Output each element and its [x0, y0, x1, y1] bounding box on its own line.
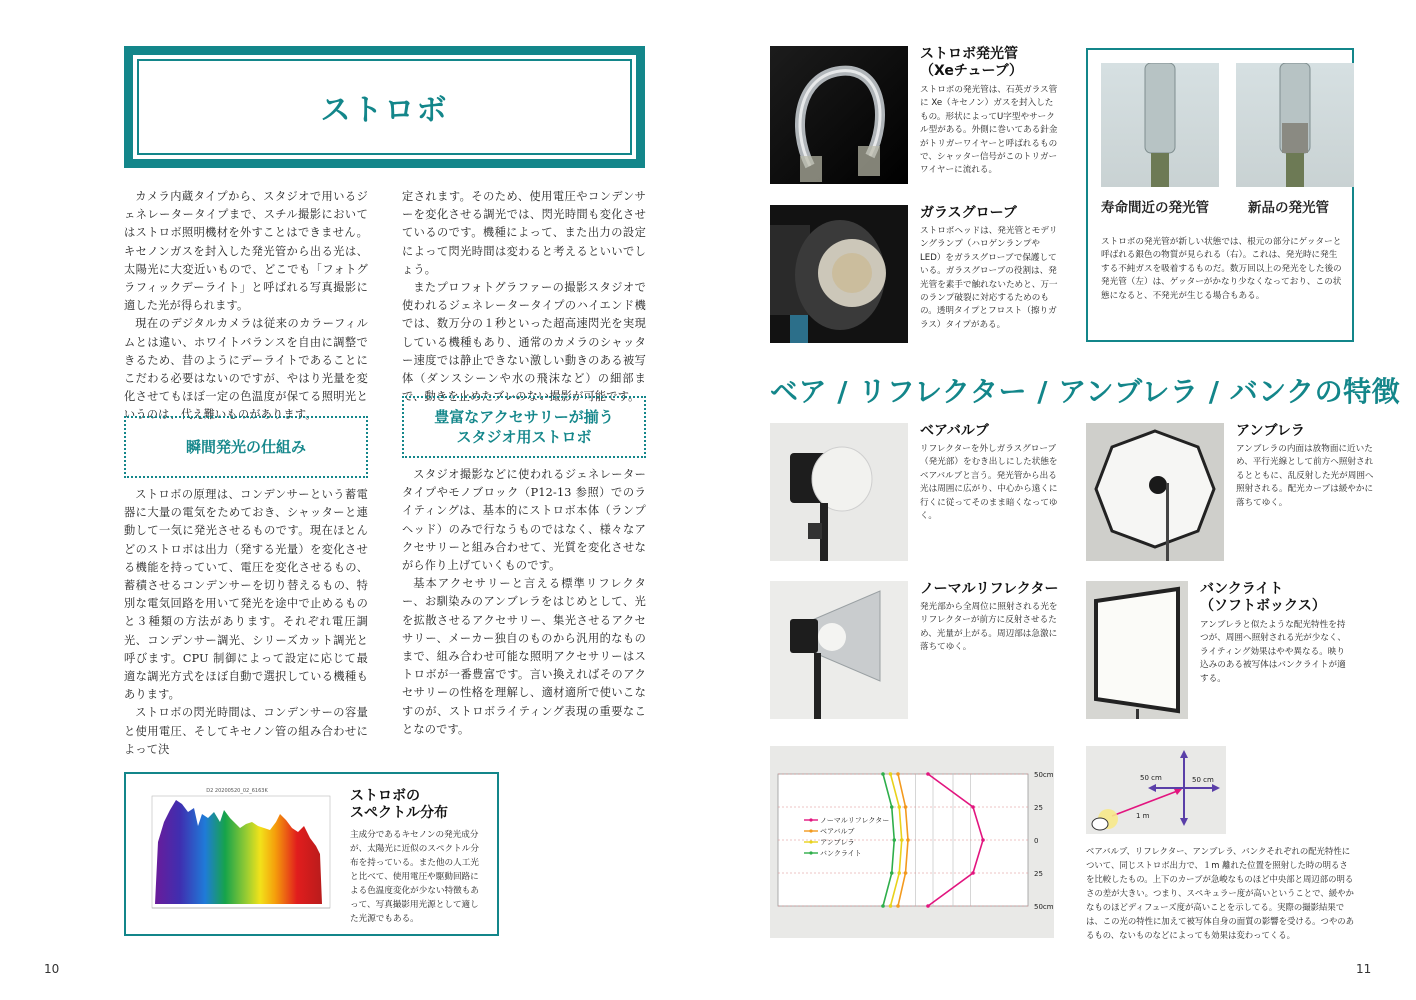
data-point: [900, 838, 904, 842]
heading-instant-flash: [124, 416, 368, 478]
data-point: [889, 772, 893, 776]
legend-label: バンクライト: [820, 849, 862, 858]
softbox-title: [1200, 581, 1326, 615]
data-point: [896, 772, 900, 776]
legend-marker: [809, 829, 812, 832]
new-tube-illustration: [1236, 63, 1354, 187]
umbrella-text: アンブレラの内面は放物面に近いため、平行光線として前方へ照射されるとともに、乱反射した光が周囲へ照射される。配光カーブは緩やかに落ちてゆく。: [1236, 444, 1374, 508]
left-column-1: [124, 188, 368, 425]
legend-marker: [809, 818, 812, 821]
spectrum-title-line: ストロボの: [350, 788, 420, 804]
section-title: ベア / リフレクター / アンブレラ / バンクの特徴: [770, 375, 1401, 408]
normal-reflector-text: 発光部から全周位に照射される光をリフレクターが前方に反射させるため、光量が上がる。周辺部は急激に落ちてゆく。: [920, 602, 1058, 653]
y-tick-label: 25: [1034, 804, 1043, 812]
y-tick-label: 0: [1034, 837, 1039, 845]
umbrella-title: アンブレラ: [1236, 423, 1305, 439]
heading-text: スタジオ用ストロボ: [456, 428, 592, 446]
left-column-2: [402, 188, 646, 406]
data-point: [981, 838, 985, 842]
page-title: ストロボ: [320, 93, 449, 128]
photo-glass-globe: [770, 205, 908, 343]
heading-text: 瞬間発光の仕組み: [185, 438, 306, 456]
photo-umbrella: [1086, 423, 1224, 561]
left-column-2b: [402, 466, 646, 739]
tube-aging-text: ストロボの発光管が新しい状態では、根元の部分にゲッターと呼ばれる銀色の物質が見られる（右）。これは、発光時に発生する不純ガスを吸着するものだ。数万回以上の発光をした後の発光管（左）は、ゲッターがかなり少なくなっており、この状態になると、不発光が生じる場合もある。: [1101, 237, 1342, 301]
photo-xe-tube: [770, 46, 908, 184]
glass-globe-title: ガラスグローブ: [920, 205, 1017, 221]
paragraph: ストロボの閃光時間は、コンデンサーの容量と使用電圧、そしてキセノン管の組み合わせによって決: [124, 706, 368, 756]
paragraph: 基本アクセサリーと言える標準リフレクター、お馴染みのアンブレラをはじめとして、光を拡散させるアクセサリー、集光させるアクセサリー、メーカー独自のものから汎用的なものまで、組み合わせ可能な照明アクセサリーはストロボが一番豊富です。言い換えればそのアクセサリーの性格を理解し、適材適所で使いこなすのが、ストロボライティング表現の重要なことなのです。: [402, 577, 646, 736]
spectrum-text: 主成分であるキセノンの発光成分が、太陽光に近似のスペクトル分布を持っている。また他の人工光と比べて、使用電圧や駆動回路による色温度変化が少ない特徴もあって、写真撮影用光源として適した光源でもある。: [350, 830, 479, 924]
data-point: [892, 838, 896, 842]
heading-accessories: [402, 396, 646, 458]
data-point: [896, 904, 900, 908]
legend-marker: [809, 840, 812, 843]
bare-bulb-text: リフレクターを外しガラスグローブ（発光部）をむき出しにした状態をベアバルブと言う。発光管から出る光は周囲に広がり、中心から遠くに行くに従ってそのまま暗くなってゆく。: [920, 444, 1058, 522]
distribution-caption: ベアバルブ、リフレクター、アンブレラ、バンクそれぞれの配光特性について、同じストロボ出力で、１m 離れた位置を照射した時の明るさを比較したもの。上下のカーブが急峻なものほど中央部と周辺部の明るさの差が大きい。つまり、スペキュラー度が高いということで、緩やかなものほどディフューズ度が高いことを示してる。実際の撮影結果では、この光の特性に加えて被写体自身の面質の影響を受ける。つやのあるもの、ないものなどによっても効果は変わってくる。: [1086, 846, 1354, 940]
xe-tube-text: ストロボの発光管は、石英ガラス管に Xe（キセノン）ガスを封入したもの。形状によってU字型やサークル型がある。外側に巻いてある針金がトリガーワイヤーと呼ばれるもので、シャッター信号がこのトリガーワイヤーに流れる。: [920, 85, 1058, 176]
y-tick-label: 50cm: [1034, 903, 1054, 911]
distribution-chart: [770, 746, 1054, 938]
normal-reflector-illustration: [770, 581, 908, 719]
bare-bulb-title: ベアバルブ: [920, 423, 989, 439]
distribution-chart-svg: [770, 746, 1054, 938]
old-tube-label: 寿命間近の発光管: [1101, 200, 1209, 216]
photo-normal-reflector: [770, 581, 908, 719]
xe-tube-illustration: [770, 46, 908, 184]
softbox-text: アンブレラと似たような配光特性を持つが、周囲へ照射される光が少なく、ライティング効果はやや異なる。映り込みのある被写体はバンクライトが適する。: [1200, 620, 1346, 684]
xe-tube-title-line: （Xeチューブ）: [920, 63, 1023, 79]
y-tick-label: 50cm: [1034, 771, 1054, 779]
bare-bulb-illustration: [770, 423, 908, 561]
normal-reflector-title: ノーマルリフレクター: [920, 581, 1059, 597]
data-point: [906, 838, 910, 842]
distance-diagram: [1086, 746, 1226, 834]
legend-label: ノーマルリフレクター: [820, 816, 890, 825]
softbox-illustration: [1086, 581, 1188, 719]
paragraph: 定されます。そのため、使用電圧やコンデンサーを変化させる調光では、閃光時間も変化させているのです。機種によって、また出力の設定によって閃光時間は変わると考えるといいでしょう。: [402, 190, 646, 276]
spectrum-title-line: スペクトル分布: [350, 805, 448, 821]
data-point: [926, 772, 930, 776]
xe-tube-title: [920, 46, 1023, 80]
legend-label: ベアバルブ: [820, 827, 855, 836]
data-point: [904, 805, 908, 809]
new-tube-label: 新品の発光管: [1248, 200, 1329, 216]
title-frame: [124, 46, 645, 168]
legend-label: アンブレラ: [820, 838, 855, 847]
old-tube-illustration: [1101, 63, 1219, 187]
umbrella-illustration: [1086, 423, 1224, 561]
label-50cm-left: 50 cm: [1140, 774, 1162, 782]
left-column-1b: [124, 486, 368, 759]
chart-header: D2 20200520_02_6163K: [206, 788, 268, 794]
data-point: [881, 904, 885, 908]
paragraph: 現在のデジタルカメラは従来のカラーフィルムとは違い、ホワイトバランスを自由に調整できるため、昔のようにデーライトであることにこだわる必要はないのですが、やはり光量を変化させてもほぼ一定の色温度が保てる照明光というのは、代え難いものがあります。: [124, 317, 368, 422]
spectrum-box: [124, 772, 499, 936]
data-point: [889, 904, 893, 908]
label-1m: 1 m: [1136, 812, 1150, 820]
data-point: [881, 772, 885, 776]
data-point: [926, 904, 930, 908]
softbox-title-line: （ソフトボックス）: [1200, 598, 1326, 614]
data-point: [897, 805, 901, 809]
xe-tube-title-line: ストロボ発光管: [920, 46, 1018, 62]
data-point: [904, 871, 908, 875]
glass-globe-illustration: [770, 205, 908, 343]
data-point: [897, 871, 901, 875]
data-point: [890, 871, 894, 875]
y-tick-label: 25: [1034, 870, 1043, 878]
page-number-right: 11: [1356, 962, 1372, 976]
paragraph: ストロボの原理は、コンデンサーという蓄電器に大量の電気をためておき、シャッターと連動して一気に発光させるものです。現在ほとんどのストロボは出力（発する光量）を変化させる機能を持っていて、電圧を変化させるもの、蓄積させるコンデンサーを切り替えるもの、特別な電気回路を用いて発光を途中で止めるものと３種類の方法があります。それぞれ電圧調光、コンデンサー調光、シリーズカット調光と呼びます。CPU 制御によって設定に応じて最適な調光方式をほぼ自動で選択している機種もあります。: [124, 488, 368, 702]
photo-old-tube: [1101, 63, 1219, 187]
tube-aging-box: [1086, 48, 1354, 342]
data-point: [971, 805, 975, 809]
label-50cm-right: 50 cm: [1192, 776, 1214, 784]
glass-globe-text: ストロボヘッドは、発光管とモデリングランプ（ハロゲンランプやLED）をガラスグローブで保護している。ガラスグローブの役割は、発光管を素手で触れないためと、万一のランプ破裂に対応するためのもの。透明タイプとフロスト（擦りガラス）タイプがある。: [920, 226, 1058, 330]
spectrum-chart-svg: [140, 782, 335, 924]
photo-bare-bulb: [770, 423, 908, 561]
legend-marker: [809, 851, 812, 854]
data-point: [890, 805, 894, 809]
paragraph: またプロフォトグラファーの撮影スタジオで使われるジェネレータータイプのハイエンド機では、数万分の１秒といった超高速閃光を実現している機種もあり、通常のカメラのシャッター速度では静止できない激しい動きのある被写体（ダンスシーンや水の飛沫など）の細部まで、動きを止めたブレのない撮影が可能です。: [402, 281, 646, 404]
heading-text: 豊富なアクセサリーが揃う: [434, 408, 614, 426]
distance-diagram-svg: [1086, 746, 1226, 834]
photo-new-tube: [1236, 63, 1354, 187]
spectrum-chart: [140, 782, 335, 924]
spectrum-title: [350, 788, 448, 822]
data-point: [971, 871, 975, 875]
softbox-title-line: バンクライト: [1200, 581, 1284, 597]
page-number-left: 10: [44, 962, 60, 976]
paragraph: スタジオ撮影などに使われるジェネレータータイプやモノブロック（P12-13 参照）でのライティングは、基本的にストロボ本体（ランプヘッド）のみで行なうものではなく、様々なアクセサリーと組み合わせて、光質を変化させながら作り上げていくものです。: [402, 468, 646, 573]
photo-softbox: [1086, 581, 1188, 719]
paragraph: カメラ内蔵タイプから、スタジオで用いるジェネレータータイプまで、スチル撮影においてはストロボ照明機材を外すことはできません。キセノンガスを封入した発光管から出る光は、太陽光に大変近いもので、どこでも「フォトグラフィックデーライト」と呼ばれる写真撮影に適した光が得られます。: [124, 190, 368, 313]
